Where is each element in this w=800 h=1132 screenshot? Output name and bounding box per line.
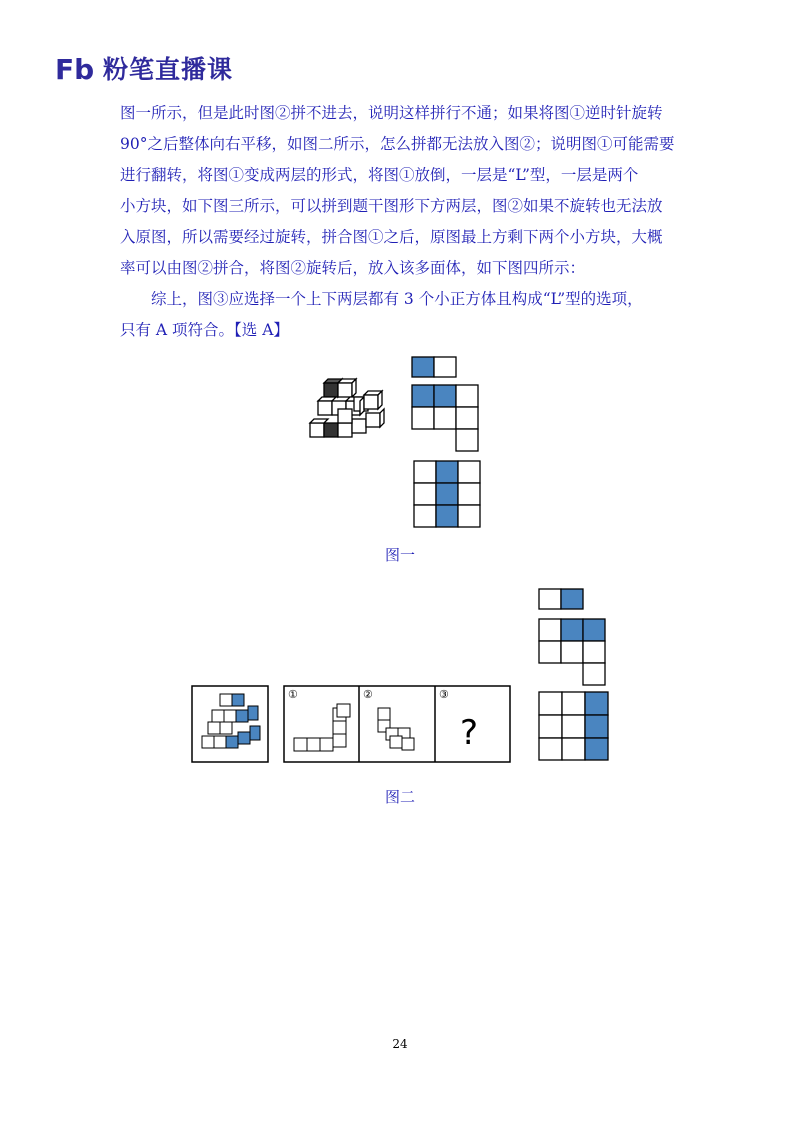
option-2-cubes bbox=[378, 708, 414, 750]
text-line: 图一所示，但是此时图②拼不进去，说明这样拼行不通；如果将图①逆时针旋转 bbox=[120, 104, 663, 122]
text-line: 综上，图③应选择一个上下两层都有 3 个小正方体且构成“L”型的选项， bbox=[120, 290, 643, 308]
explanation-text bbox=[120, 98, 700, 346]
figure1-caption: 图一 bbox=[385, 546, 416, 564]
option-1-cubes bbox=[294, 704, 350, 751]
figure1-cube-stack bbox=[306, 375, 386, 450]
panel-label-3: ③ bbox=[439, 688, 449, 701]
figure2-three-by-three-grid bbox=[537, 690, 611, 762]
figure1-piece-top-pair bbox=[410, 355, 460, 379]
logo-text: Fb bbox=[55, 53, 95, 84]
figure2-caption: 图二 bbox=[385, 788, 416, 806]
fenbi-logo-icon bbox=[55, 52, 97, 84]
panel-label-1: ① bbox=[288, 688, 298, 701]
figure1-l-shape-grid bbox=[410, 383, 482, 455]
figure2-l-shape-grid bbox=[537, 617, 609, 689]
original-cube-stack bbox=[202, 694, 260, 748]
panel-label-2: ② bbox=[363, 688, 373, 701]
text-line: 进行翻转，将图①变成两层的形式，将图①放倒，一层是“L”型，一层是两个 bbox=[120, 166, 639, 184]
figure1-three-by-three-grid bbox=[412, 459, 484, 529]
brand-name: 粉笔直播课 bbox=[103, 55, 234, 84]
page-number: 24 bbox=[392, 1037, 408, 1051]
figure2-question-panels bbox=[190, 684, 520, 766]
text-line: 入原图，所以需要经过旋转，拼合图①之后，原图最上方剩下两个小方块，大概 bbox=[120, 228, 663, 246]
text-line: 率可以由图②拼合，将图②旋转后，放入该多面体，如下图四所示： bbox=[120, 259, 586, 277]
text-line: 只有 A 项符合。【选 A】 bbox=[120, 321, 289, 339]
text-line: 小方块，如下图三所示，可以拼到题干图形下方两层，图②如果不旋转也无法放 bbox=[120, 197, 663, 215]
header bbox=[55, 48, 233, 88]
question-mark: ? bbox=[460, 713, 479, 753]
figure2-piece-top-pair bbox=[537, 587, 587, 611]
text-line: 90°之后整体向右平移，如图二所示，怎么拼都无法放入图②；说明图①可能需要 bbox=[120, 135, 675, 153]
